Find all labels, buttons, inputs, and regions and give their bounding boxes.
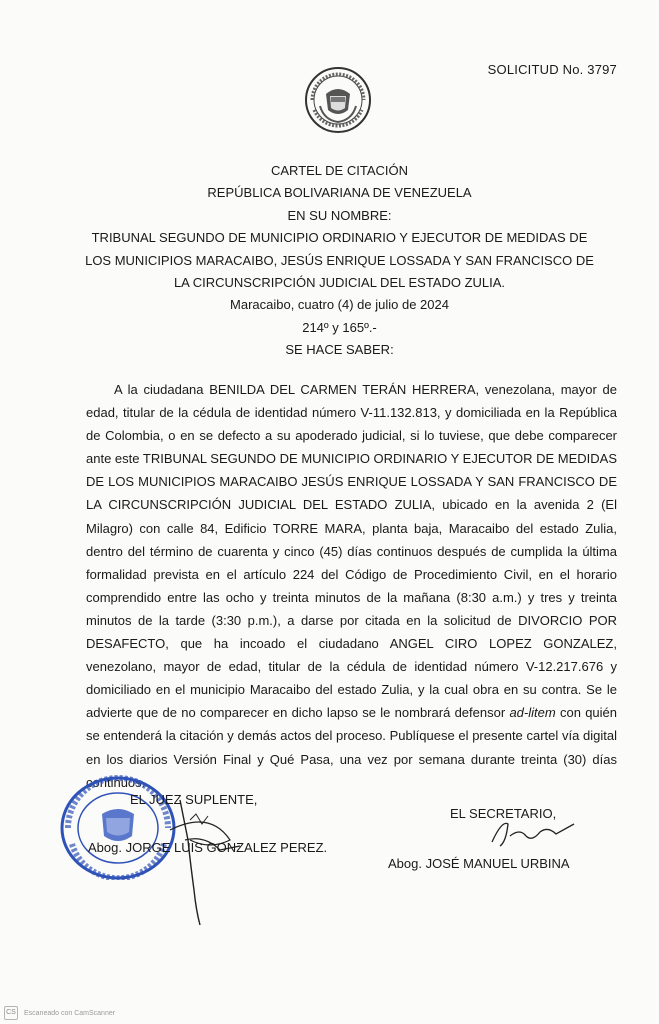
- secretary-name: Abog. JOSÉ MANUEL URBINA: [388, 856, 570, 871]
- citation-body: [86, 378, 617, 794]
- body-part-1: A la ciudadana BENILDA DEL CARMEN TERÁN HERRERA, venezolana, mayor de edad, titular de la cédula de identidad número V-11.132.813, y domiciliada en la República de Colombia, o en se defecto a su apoderado judicial, si lo tuviese, que debe comparecer ante este TRIBUNAL SEGUNDO DE MUNICIPIO ORDINARIO Y EJECUTOR DE MEDIDAS DE LOS MUNICIPIOS MARACAIBO JESÚS ENRIQUE LOSSADA Y SAN FRANCISCO DE LA CIRCUNSCRIPCIÓN JUDICIAL DEL ESTADO ZULIA, ubicado en la avenida 2 (El Milagro) con calle 84, Edificio TORRE MARA, planta baja, Maracaibo del estado Zulia, dentro del término de cuarenta y cinco (45) días continuos después de cumplida la última formalidad prevista en el artículo 224 del Código de Procedimiento Civil, en el horario comprendido entre las ocho y treinta minutos de la mañana (8:30 a.m.) y tres y treinta minutos de la tarde (3:30 p.m.), a darse por citada en la solicitud de DIVORCIO POR DESAFECTO, que ha incoado el ciudadano ANGEL CIRO LOPEZ GONZALEZ, venezolano, mayor de edad, titular de la cédula de identidad número V-12.217.676 y domiciliado en el municipio Maracaibo del estado Zulia, y la cual obra en su contra. Se le advierte que de no comparecer en dicho lapso se le nombrará defensor: [86, 382, 617, 721]
- in-its-name: EN SU NOMBRE:: [287, 207, 392, 223]
- judge-role: EL JUEZ SUPLENTE,: [130, 792, 258, 807]
- notice-heading: SE HACE SABER:: [285, 342, 394, 358]
- court-name-line-3: LA CIRCUNSCRIPCIÓN JUDICIAL DEL ESTADO ZULIA.: [173, 275, 506, 291]
- document-title: CARTEL DE CITACIÓN: [270, 163, 408, 178]
- court-seal-icon: [304, 66, 372, 134]
- scanner-footer: [0, 1002, 659, 1024]
- court-name-line-2: LOS MUNICIPIOS MARACAIBO, JESÚS ENRIQUE LOSSADA Y SAN FRANCISCO DE: [85, 252, 594, 268]
- court-name-line-1: TRIBUNAL SEGUNDO DE MUNICIPIO ORDINARIO Y EJECUTOR DE MEDIDAS DE: [91, 230, 588, 246]
- solicitud-number: SOLICITUD No. 3797: [487, 62, 617, 77]
- body-part-2: con quién se entenderá la citación y demás actos del proceso. Publíquese el presente cartel vía digital en los diarios Versión Final y Qué Pasa, una vez por semana durante treinta (30) días continuos.: [86, 705, 617, 790]
- scanner-text: Escaneado con CamScanner: [24, 1009, 116, 1017]
- country-name: REPÚBLICA BOLIVARIANA DE VENEZUELA: [207, 185, 472, 201]
- secretary-signature-icon: [482, 812, 582, 852]
- secretary-role: EL SECRETARIO,: [450, 806, 557, 821]
- camscanner-icon: CS: [4, 1006, 18, 1020]
- document-years: 214º y 165º.-: [302, 319, 377, 335]
- document-date: Maracaibo, cuatro (4) de julio de 2024: [230, 297, 449, 313]
- body-italic-term: ad-litem: [509, 705, 556, 721]
- document-header: [60, 160, 619, 362]
- judge-name: Abog. JORGE LUIS GONZALEZ PEREZ.: [88, 840, 328, 855]
